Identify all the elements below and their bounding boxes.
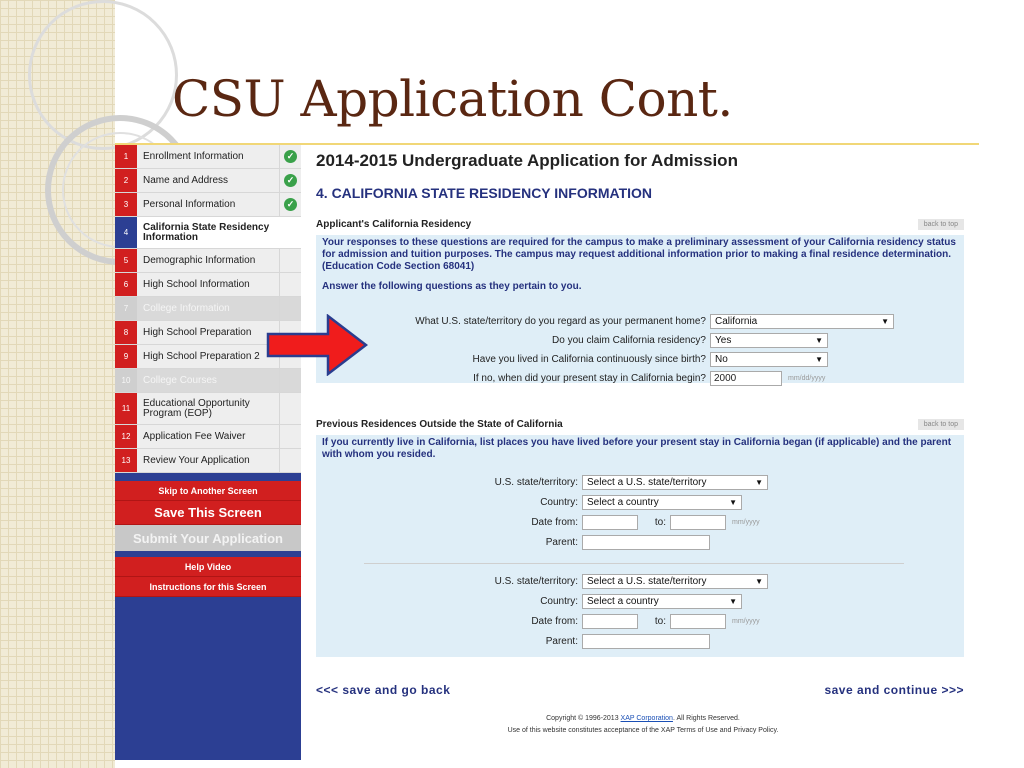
footer-terms: Use of this website constitutes acceptance of the XAP Terms of Use and Privacy Policy. bbox=[507, 727, 779, 734]
sidebar-nav bbox=[115, 145, 301, 473]
residence2-state-select[interactable] bbox=[582, 574, 768, 589]
sidebar bbox=[115, 145, 301, 760]
instructions-button[interactable]: Instructions for this Screen bbox=[115, 577, 301, 597]
previous-heading-text: Previous Residences Outside the State of California bbox=[316, 419, 563, 430]
sidebar-item-review[interactable] bbox=[115, 449, 301, 473]
select-value: Select a U.S. state/territory bbox=[587, 477, 707, 488]
previous-intro: If you currently live in California, list places you have lived before your present stay in California began (if applicable) and the parent with whom you resided. bbox=[322, 437, 952, 460]
step-number: 6 bbox=[115, 273, 137, 296]
date-format-hint: mm/yyyy bbox=[732, 519, 760, 526]
select-value: Yes bbox=[715, 335, 732, 346]
red-arrow-icon bbox=[266, 314, 368, 376]
claim-residency-select[interactable] bbox=[710, 333, 828, 348]
question-label: Have you lived in California continuously since birth? bbox=[472, 354, 706, 365]
residence1-state-row bbox=[312, 475, 768, 490]
sidebar-item-label: High School Information bbox=[137, 273, 279, 296]
caret-down-icon: ▼ bbox=[729, 597, 737, 606]
footer-copyright bbox=[312, 715, 974, 722]
residence2-parent-input[interactable] bbox=[582, 634, 710, 649]
back-to-top-link[interactable]: back to top bbox=[918, 219, 964, 230]
sidebar-item-fee-waiver[interactable] bbox=[115, 425, 301, 449]
skip-to-screen-button[interactable]: Skip to Another Screen bbox=[115, 481, 301, 501]
field-label: Country: bbox=[540, 596, 578, 607]
field-label: to: bbox=[654, 616, 666, 627]
step-number: 7 bbox=[115, 297, 137, 320]
permanent-home-select[interactable] bbox=[710, 314, 894, 329]
sidebar-item-demographic[interactable] bbox=[115, 249, 301, 273]
residence2-date-to-input[interactable] bbox=[670, 614, 726, 629]
caret-down-icon: ▼ bbox=[755, 577, 763, 586]
caret-down-icon: ▼ bbox=[815, 336, 823, 345]
select-value: No bbox=[715, 354, 728, 365]
help-video-button[interactable]: Help Video bbox=[115, 557, 301, 577]
field-label: Parent: bbox=[545, 537, 578, 548]
step-number: 1 bbox=[115, 145, 137, 168]
residency-instruction: Answer the following questions as they pertain to you. bbox=[322, 281, 582, 292]
back-to-top-link[interactable]: back to top bbox=[918, 419, 964, 430]
sidebar-item-label: College Courses bbox=[137, 369, 279, 392]
save-and-continue-link[interactable]: save and continue >>> bbox=[824, 683, 964, 697]
since-birth-select[interactable] bbox=[710, 352, 828, 367]
step-number: 13 bbox=[115, 449, 137, 472]
field-label: U.S. state/territory: bbox=[494, 477, 578, 488]
sidebar-item-label: High School Preparation 2 bbox=[137, 345, 279, 368]
residence1-date-to-input[interactable] bbox=[670, 515, 726, 530]
residence1-state-select[interactable] bbox=[582, 475, 768, 490]
residence1-country-select[interactable] bbox=[582, 495, 742, 510]
page-title: 2014-2015 Undergraduate Application for Admission bbox=[316, 151, 738, 170]
field-label: to: bbox=[654, 517, 666, 528]
sidebar-item-label: Enrollment Information bbox=[137, 145, 279, 168]
residence2-state-row bbox=[312, 574, 768, 589]
residence2-country-select[interactable] bbox=[582, 594, 742, 609]
sidebar-item-label: Personal Information bbox=[137, 193, 279, 216]
residency-heading bbox=[316, 219, 964, 233]
sidebar-item-high-school[interactable] bbox=[115, 273, 301, 297]
copyright-text: . All Rights Reserved. bbox=[672, 715, 740, 722]
field-label: U.S. state/territory: bbox=[494, 576, 578, 587]
residence1-country-row bbox=[312, 495, 742, 510]
caret-down-icon: ▼ bbox=[729, 498, 737, 507]
slide-title: CSU Application Cont. bbox=[172, 70, 733, 128]
check-icon: ✓ bbox=[284, 174, 297, 187]
sidebar-item-enrollment[interactable] bbox=[115, 145, 301, 169]
step-number: 8 bbox=[115, 321, 137, 344]
application-screenshot bbox=[115, 143, 979, 760]
question-permanent-home bbox=[312, 314, 894, 329]
residence2-country-row bbox=[312, 594, 742, 609]
step-number: 2 bbox=[115, 169, 137, 192]
sidebar-item-label: Educational Opportunity Program (EOP) bbox=[137, 393, 279, 424]
select-value: Select a country bbox=[587, 596, 659, 607]
question-claim-residency bbox=[312, 333, 828, 348]
residence1-parent-row bbox=[312, 535, 710, 550]
stay-begin-input[interactable]: 2000 bbox=[710, 371, 782, 386]
field-label: Date from: bbox=[531, 517, 578, 528]
sidebar-item-residency[interactable] bbox=[115, 217, 301, 249]
step-number: 4 bbox=[115, 217, 137, 248]
field-label: Date from: bbox=[531, 616, 578, 627]
question-label: What U.S. state/territory do you regard as your permanent home? bbox=[415, 316, 706, 327]
date-format-hint: mm/dd/yyyy bbox=[788, 375, 826, 382]
sidebar-item-label: Name and Address bbox=[137, 169, 279, 192]
question-since-birth bbox=[312, 352, 828, 367]
main-content bbox=[312, 145, 974, 760]
step-number: 11 bbox=[115, 393, 137, 424]
sidebar-item-label: California State Residency Information bbox=[137, 217, 279, 248]
select-value: Select a U.S. state/territory bbox=[587, 576, 707, 587]
save-and-go-back-link[interactable]: <<< save and go back bbox=[316, 683, 451, 697]
question-label: Do you claim California residency? bbox=[552, 335, 706, 346]
caret-down-icon: ▼ bbox=[755, 478, 763, 487]
residence2-parent-row bbox=[312, 634, 710, 649]
residence2-date-from-input[interactable] bbox=[582, 614, 638, 629]
residence1-dates-row bbox=[312, 515, 760, 530]
residency-heading-text: Applicant's California Residency bbox=[316, 219, 472, 230]
sidebar-item-eop[interactable] bbox=[115, 393, 301, 425]
field-label: Country: bbox=[540, 497, 578, 508]
step-number: 9 bbox=[115, 345, 137, 368]
save-screen-button[interactable]: Save This Screen bbox=[115, 501, 301, 525]
step-number: 5 bbox=[115, 249, 137, 272]
step-number: 12 bbox=[115, 425, 137, 448]
question-label: If no, when did your present stay in California begin? bbox=[473, 373, 706, 384]
copyright-text: Copyright © 1996-2013 bbox=[546, 715, 619, 722]
step-number: 10 bbox=[115, 369, 137, 392]
sidebar-item-label: Demographic Information bbox=[137, 249, 279, 272]
step-number: 3 bbox=[115, 193, 137, 216]
date-format-hint: mm/yyyy bbox=[732, 618, 760, 625]
residence2-dates-row bbox=[312, 614, 760, 629]
entry-divider bbox=[364, 563, 904, 564]
caret-down-icon: ▼ bbox=[815, 355, 823, 364]
sidebar-item-label: Review Your Application bbox=[137, 449, 279, 472]
submit-application-button: Submit Your Application bbox=[115, 525, 301, 551]
check-icon: ✓ bbox=[284, 150, 297, 163]
residency-intro: Your responses to these questions are required for the campus to make a preliminary assessment of your California residency status for admission and tuition purposes. The campus may request additional information prior to making a final residence determination. (Education Code Section 68041) bbox=[322, 237, 956, 272]
residence1-parent-input[interactable] bbox=[582, 535, 710, 550]
section-title: 4. CALIFORNIA STATE RESIDENCY INFORMATION bbox=[316, 185, 653, 201]
xap-corporation-link[interactable]: XAP Corporation bbox=[620, 715, 673, 722]
sidebar-item-label: Application Fee Waiver bbox=[137, 425, 279, 448]
sidebar-item-personal[interactable] bbox=[115, 193, 301, 217]
sidebar-item-label: College Information bbox=[137, 297, 279, 320]
caret-down-icon: ▼ bbox=[881, 317, 889, 326]
select-value: California bbox=[715, 316, 758, 327]
check-icon: ✓ bbox=[284, 198, 297, 211]
sidebar-item-label: High School Preparation bbox=[137, 321, 279, 344]
residence1-date-from-input[interactable] bbox=[582, 515, 638, 530]
field-label: Parent: bbox=[545, 636, 578, 647]
sidebar-item-name-address[interactable] bbox=[115, 169, 301, 193]
question-stay-begin bbox=[312, 371, 825, 386]
select-value: Select a country bbox=[587, 497, 659, 508]
previous-residences-heading bbox=[316, 419, 964, 433]
